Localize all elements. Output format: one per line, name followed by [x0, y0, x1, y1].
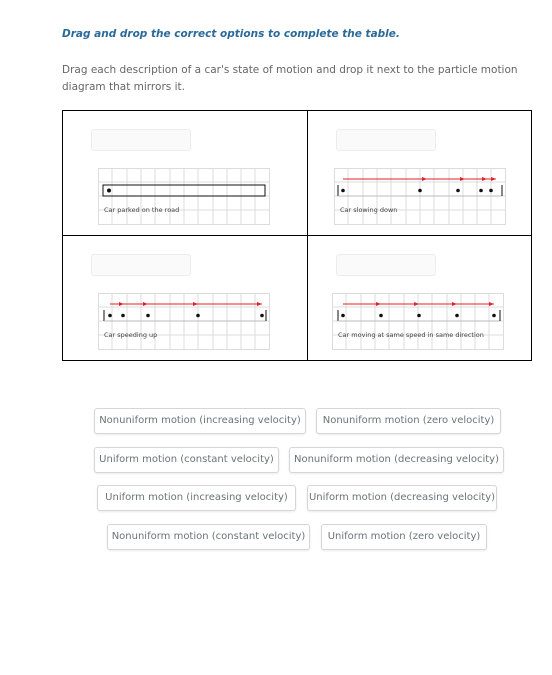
diagram-slowing-svg — [334, 168, 506, 225]
particle-dot — [341, 314, 345, 318]
particle-dot — [479, 189, 483, 193]
drop-target-constant[interactable] — [336, 254, 436, 276]
particle-dot — [108, 314, 112, 318]
option-tile[interactable]: Uniform motion (constant velocity) — [94, 447, 279, 473]
arrowhead — [482, 177, 487, 181]
arrowhead — [119, 302, 124, 306]
option-tile[interactable]: Nonuniform motion (constant velocity) — [107, 524, 310, 550]
particle-dot — [456, 189, 460, 193]
diagram-speeding-svg — [98, 293, 270, 350]
particle-dot — [418, 189, 422, 193]
motion-diagram-slowing — [334, 168, 506, 225]
arrowhead — [489, 302, 494, 306]
diagram-label: Car slowing down — [340, 206, 398, 214]
matching-table — [62, 110, 532, 361]
particle-dot — [196, 314, 200, 318]
diagram-label: Car parked on the road — [104, 206, 180, 214]
diagram-label: Car moving at same speed in same direction — [338, 331, 484, 339]
question-heading: Drag and drop the correct options to complete the table. — [62, 28, 400, 40]
particle-dot — [417, 314, 421, 318]
table-cell-constant — [308, 236, 552, 360]
motion-diagram-constant — [332, 293, 504, 350]
drop-target-speeding[interactable] — [91, 254, 191, 276]
particle-dot — [107, 189, 111, 193]
option-tile[interactable]: Uniform motion (decreasing velocity) — [307, 485, 497, 511]
option-tile[interactable]: Nonuniform motion (zero velocity) — [316, 408, 501, 434]
particle-dot — [260, 314, 264, 318]
particle-dot — [379, 314, 383, 318]
table-cell-slowing — [308, 111, 552, 235]
arrowhead — [376, 302, 381, 306]
motion-diagram-speeding — [98, 293, 270, 350]
drop-target-parked[interactable] — [91, 129, 191, 151]
particle-dot — [121, 314, 125, 318]
arrowhead — [257, 302, 262, 306]
particle-dot — [455, 314, 459, 318]
instructions-text: Drag each description of a car's state of motion and drop it next to the particle motion diagram that mirrors it. — [62, 64, 518, 93]
table-cell-speeding — [63, 236, 307, 360]
option-tile[interactable]: Uniform motion (zero velocity) — [321, 524, 487, 550]
option-tile[interactable]: Nonuniform motion (decreasing velocity) — [289, 447, 504, 473]
arrowhead — [452, 302, 457, 306]
particle-dot — [489, 189, 493, 193]
drop-target-slowing[interactable] — [336, 129, 436, 151]
arrowhead — [422, 177, 427, 181]
diagram-constant-svg — [332, 293, 504, 350]
particle-dot — [341, 189, 345, 193]
particle-dot — [492, 314, 496, 318]
particle-dot — [146, 314, 150, 318]
arrowhead — [193, 302, 198, 306]
arrowhead — [143, 302, 148, 306]
diagram-parked-svg — [98, 168, 270, 225]
option-tile[interactable]: Nonuniform motion (increasing velocity) — [94, 408, 306, 434]
motion-diagram-parked — [98, 168, 270, 225]
table-cell-parked — [63, 111, 307, 235]
diagram-label: Car speeding up — [104, 331, 158, 339]
arrowhead — [491, 177, 496, 181]
option-tile[interactable]: Uniform motion (increasing velocity) — [97, 485, 296, 511]
